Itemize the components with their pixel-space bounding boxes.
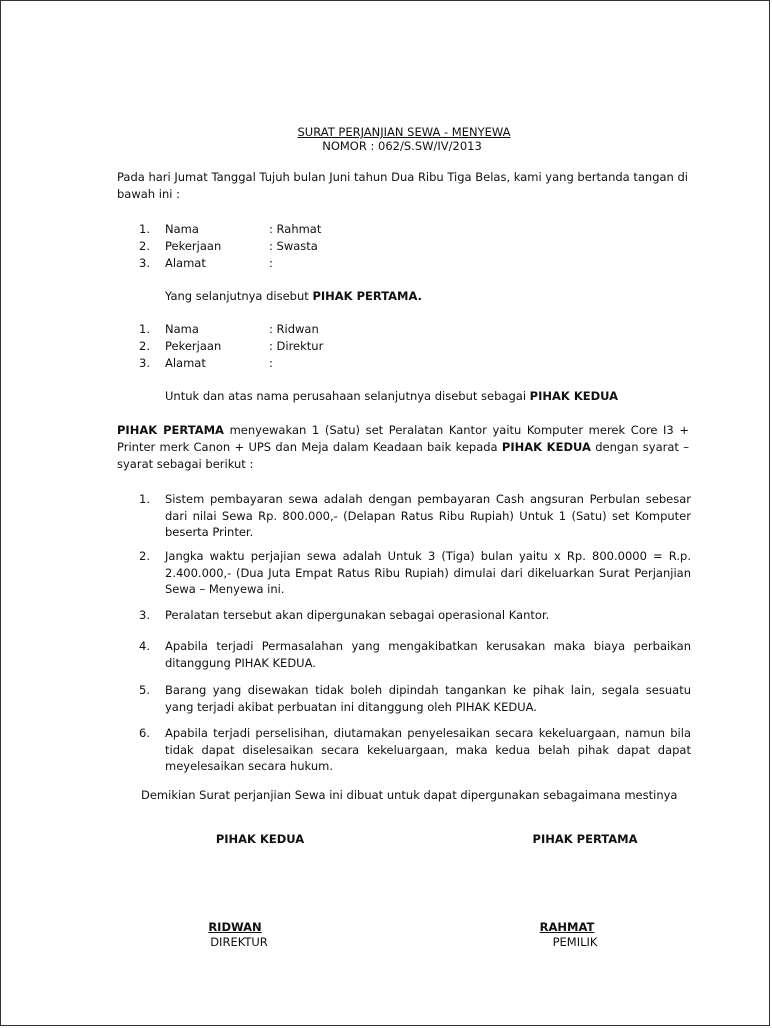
signature-left-party: PIHAK KEDUA (215, 832, 305, 846)
signature-right-name: RAHMAT (539, 920, 595, 934)
term-item (139, 725, 691, 775)
field-value: : (269, 256, 273, 270)
signature-left-title: DIREKTUR (210, 935, 268, 949)
term-number: 6. (139, 726, 150, 740)
term-number: 5. (139, 683, 150, 697)
row-number: 3. (139, 256, 150, 270)
row-number: 2. (139, 339, 150, 353)
party1-designation (165, 288, 422, 304)
row-number: 3. (139, 356, 150, 370)
signature-right-party: PIHAK PERTAMA (532, 832, 638, 846)
term-item (139, 682, 691, 715)
term-number: 4. (139, 639, 150, 653)
term-item (139, 491, 691, 541)
term-number: 2. (139, 549, 150, 563)
term-text: Apabila terjadi Permasalahan yang mengakibatkan kerusakan maka biaya perbaikan ditanggung PIHAK KEDUA. (165, 639, 691, 670)
field-label: Alamat (165, 256, 206, 270)
field-value: : Direktur (269, 339, 324, 353)
term-text: Apabila terjadi perselisihan, diutamakan penyelesaikan secara kekeluargaan, namun bila tidak dapat diselesaikan secara kekeluargaan, maka kedua belah pihak dapat dapat meyelesaikan secara hukum. (165, 726, 691, 773)
term-item (139, 638, 691, 671)
field-label: Pekerjaan (165, 239, 222, 253)
opening-paragraph: Pada hari Jumat Tanggal Tujuh bulan Juni tahun Dua Ribu Tiga Belas, kami yang bertanda tangan di bawah ini : (117, 170, 688, 201)
field-label: Alamat (165, 356, 206, 370)
party1-details (139, 221, 439, 272)
party1-row-occupation (139, 238, 439, 255)
signature-left-name: RIDWAN (208, 920, 262, 934)
term-item (139, 607, 691, 624)
field-value: : Rahmat (269, 222, 322, 236)
term-text: Sistem pembayaran sewa adalah dengan pembayaran Cash angsuran Perbulan sebesar dari nilai Sewa Rp. 800.000,- (Delapan Ratus Ribu Rupiah) Untuk 1 (Satu) set Komputer beserta Printer. (165, 492, 691, 539)
designation-text: Yang selanjutnya disebut (165, 289, 313, 303)
field-label: Pekerjaan (165, 339, 222, 353)
field-value: : Ridwan (269, 322, 319, 336)
agreement-party-second: PIHAK KEDUA (501, 440, 591, 454)
designation-text: Untuk dan atas nama perusahaan selanjutnya disebut sebagai (165, 389, 530, 403)
field-value: : (269, 356, 273, 370)
designation-party-name: PIHAK KEDUA (529, 389, 619, 403)
agreement-text: menyewakan 1 (Satu) set Peralatan Kantor yaitu Komputer merek Core I3 + Printer merk Canon + UPS dan Meja dalam Keadaan baik kepada (117, 423, 690, 454)
term-number: 3. (139, 608, 150, 622)
term-number: 1. (139, 492, 150, 506)
signature-right-title: PEMILIK (552, 935, 598, 949)
party1-row-address (139, 255, 439, 272)
agreement-paragraph (117, 422, 689, 473)
agreement-party-first: PIHAK PERTAMA (117, 423, 224, 437)
party2-details (139, 321, 439, 372)
term-text: Jangka waktu perjajian sewa adalah Untuk 3 (Tiga) bulan yaitu x Rp. 800.0000 = R.p. 2.400.000,- (Dua Juta Empat Ratus Ribu Rupiah) dimulai dari dikeluarkan Surat Perjanjian Sewa – Menyewa ini. (165, 549, 691, 596)
party1-row-name (139, 221, 439, 238)
document-title: SURAT PERJANJIAN SEWA - MENYEWA (297, 125, 511, 139)
party2-row-occupation (139, 338, 439, 355)
party2-designation (165, 388, 618, 404)
term-text: Peralatan tersebut akan dipergunakan sebagai operasional Kantor. (165, 608, 550, 622)
term-text: Barang yang disewakan tidak boleh dipindah tangankan ke pihak lain, segala sesuatu yang terjadi akibat perbuatan ini ditanggung oleh PIHAK KEDUA. (165, 683, 691, 714)
document-number: NOMOR : 062/S.SW/IV/2013 (322, 139, 482, 153)
closing-statement: Demikian Surat perjanjian Sewa ini dibuat untuk dapat dipergunakan sebagaimana mestinya (141, 788, 678, 802)
designation-party-name: PIHAK PERTAMA. (312, 289, 422, 303)
row-number: 1. (139, 222, 150, 236)
row-number: 2. (139, 239, 150, 253)
field-label: Nama (165, 322, 199, 336)
field-value: : Swasta (269, 239, 318, 253)
row-number: 1. (139, 322, 150, 336)
party2-row-address (139, 355, 439, 372)
term-item (139, 548, 691, 598)
field-label: Nama (165, 222, 199, 236)
agreement-text-end: dengan syarat – syarat sebagai berikut : (117, 440, 689, 471)
party2-row-name (139, 321, 439, 338)
